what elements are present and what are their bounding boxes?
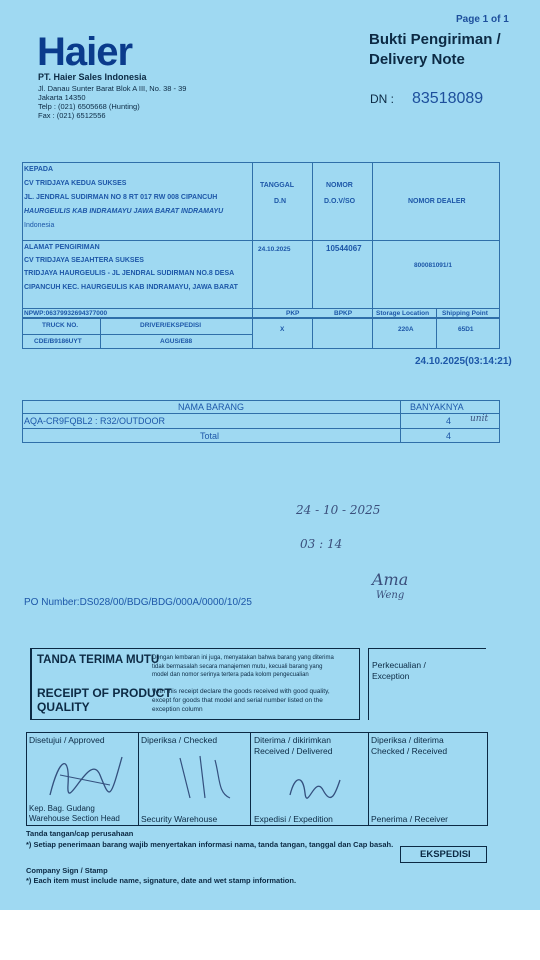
address-line-2: Jakarta 14350 <box>38 93 86 102</box>
customer-address-1: JL. JENDRAL SUDIRMAN NO 8 RT 017 RW 008 CIPANCUH <box>24 194 218 201</box>
kepada-label: KEPADA <box>24 166 54 173</box>
footer-note-id: *) Setiap penerimaan barang wajib menyertakan informasi nama, tanda tangan, tanggal dan Cap basah. <box>26 840 394 849</box>
truck-value: CDE/B9186UYT <box>34 338 82 345</box>
order-number: 10544067 <box>326 244 362 253</box>
shipping-point-label: Shipping Point <box>442 310 488 317</box>
item-name: AQA-CR9FQBL2 : R32/OUTDOOR <box>24 416 166 426</box>
address-line-1: Jl. Danau Sunter Barat Blok A III, No. 38 - 39 <box>38 84 187 93</box>
col-banyaknya: BANYAKNYA <box>410 402 464 412</box>
copy-label: EKSPEDISI <box>420 849 471 860</box>
customer-name: CV TRIDJAYA KEDUA SUKSES <box>24 180 127 187</box>
total-label: Total <box>200 431 220 441</box>
handwritten-date: 24 - 10 - 2025 <box>296 503 381 517</box>
expedition-signature <box>285 765 345 805</box>
shipping-date: 24.10.2025 <box>258 246 291 253</box>
handwritten-time: 03 : 14 <box>300 537 343 551</box>
dn-label: DN : <box>370 92 394 106</box>
customer-address-2: HAURGEULIS KAB INDRAMAYU JAWA BARAT INDRAMAYU <box>24 208 224 215</box>
receipt-text-id: Dengan lembaran ini juga, menyatakan bahwa barang yang diterima tidak bermasalah secara manajemen mutu, kecuali barang yang model dan nomor serinya tertera pada kolom pengecualian <box>152 655 334 678</box>
shipping-line-1: CV TRIDJAYA SEJAHTERA SUKSES <box>24 257 144 264</box>
item-qty: 4 <box>446 416 452 426</box>
doc-title-id: Bukti Pengiriman / <box>369 31 501 48</box>
dn-number: 83518089 <box>412 90 484 107</box>
pkp-label: PKP <box>286 310 300 317</box>
po-number: PO Number:DS028/00/BDG/BDG/000A/0000/10/25 <box>24 597 252 608</box>
tanggal-label: TANGGAL <box>260 182 295 189</box>
tanggal-sub: D.N <box>274 198 287 205</box>
storage-value: 220A <box>398 326 414 333</box>
driver-value: AGUS/E88 <box>160 338 193 345</box>
sig-expedition-role: Expedisi / Expedition <box>254 814 333 824</box>
fax: Fax : (021) 6512556 <box>38 111 106 120</box>
shipping-line-2: TRIDJAYA HAURGEULIS - JL JENDRAL SUDIRMAN NO.8 DESA <box>24 270 235 277</box>
print-timestamp: 24.10.2025(03:14:21) <box>415 356 512 367</box>
sig-delivered-label: Diterima / dikirimkan Received / Delivered <box>254 735 333 756</box>
handwritten-unit: unit <box>470 414 489 424</box>
company-name: PT. Haier Sales Indonesia <box>38 72 147 82</box>
page-indicator: Page 1 of 1 <box>456 14 509 25</box>
dealer-number: 800081091/1 <box>414 262 452 269</box>
sig-security-role: Security Warehouse <box>141 814 218 824</box>
sig-receiver-role: Penerima / Receiver <box>371 814 449 824</box>
receipt-title-en: RECEIPT OF PRODUCT QUALITY <box>37 686 172 714</box>
col-nama-barang: NAMA BARANG <box>178 402 245 412</box>
shipping-line-3: CIPANCUH KEC. HAURGEULIS KAB INDRAMAYU, JAWA BARAT <box>24 284 238 291</box>
exception-label: Perkecualian / Exception <box>372 660 426 681</box>
npwp: NPWP:06379932694377000 <box>24 310 108 317</box>
receipt-title-id: TANDA TERIMA MUTU <box>37 654 160 666</box>
truck-label: TRUCK NO. <box>42 322 79 329</box>
customer-country: Indonesia <box>24 222 55 229</box>
sig-approved-role: Kep. Bag. Gudang Warehouse Section Head <box>29 804 120 823</box>
storage-label: Storage Location <box>376 310 430 317</box>
haier-logo: Haier <box>37 30 133 74</box>
footer-sign-id: Tanda tangan/cap perusahaan <box>26 829 134 838</box>
shipping-point-value: 65D1 <box>458 326 474 333</box>
doc-title-en: Delivery Note <box>369 51 465 68</box>
nomor-sub: D.O.V/SO <box>324 198 356 205</box>
bpkp-label: BPKP <box>334 310 353 317</box>
handwritten-sub: Weng <box>376 590 405 601</box>
nomor-label: NOMOR <box>326 182 353 189</box>
security-signature <box>160 748 240 808</box>
sig-received-label: Diperiksa / diterima Checked / Received <box>371 735 448 756</box>
shipping-label: ALAMAT PENGIRIMAN <box>24 244 100 251</box>
approved-signature <box>40 745 130 805</box>
footer-note-en: *) Each item must include name, signature, date and wet stamp information. <box>26 876 297 885</box>
footer-sign-en: Company Sign / Stamp <box>26 866 108 875</box>
driver-label: DRIVER/EKSPEDISI <box>140 322 202 329</box>
dealer-label: NOMOR DEALER <box>408 198 466 205</box>
sig-approved-label: Disetujui / Approved <box>29 735 105 745</box>
pkp-value: X <box>280 326 285 333</box>
handwritten-name: Ama <box>372 570 409 589</box>
total-value: 4 <box>446 431 452 441</box>
receipt-text-en: With this receipt declare the goods received with good quality, except for goods that model and serial number listed on the exception column <box>152 688 330 713</box>
telp: Telp : (021) 6505668 (Hunting) <box>38 102 140 111</box>
sig-checked-label: Diperiksa / Checked <box>141 735 218 745</box>
